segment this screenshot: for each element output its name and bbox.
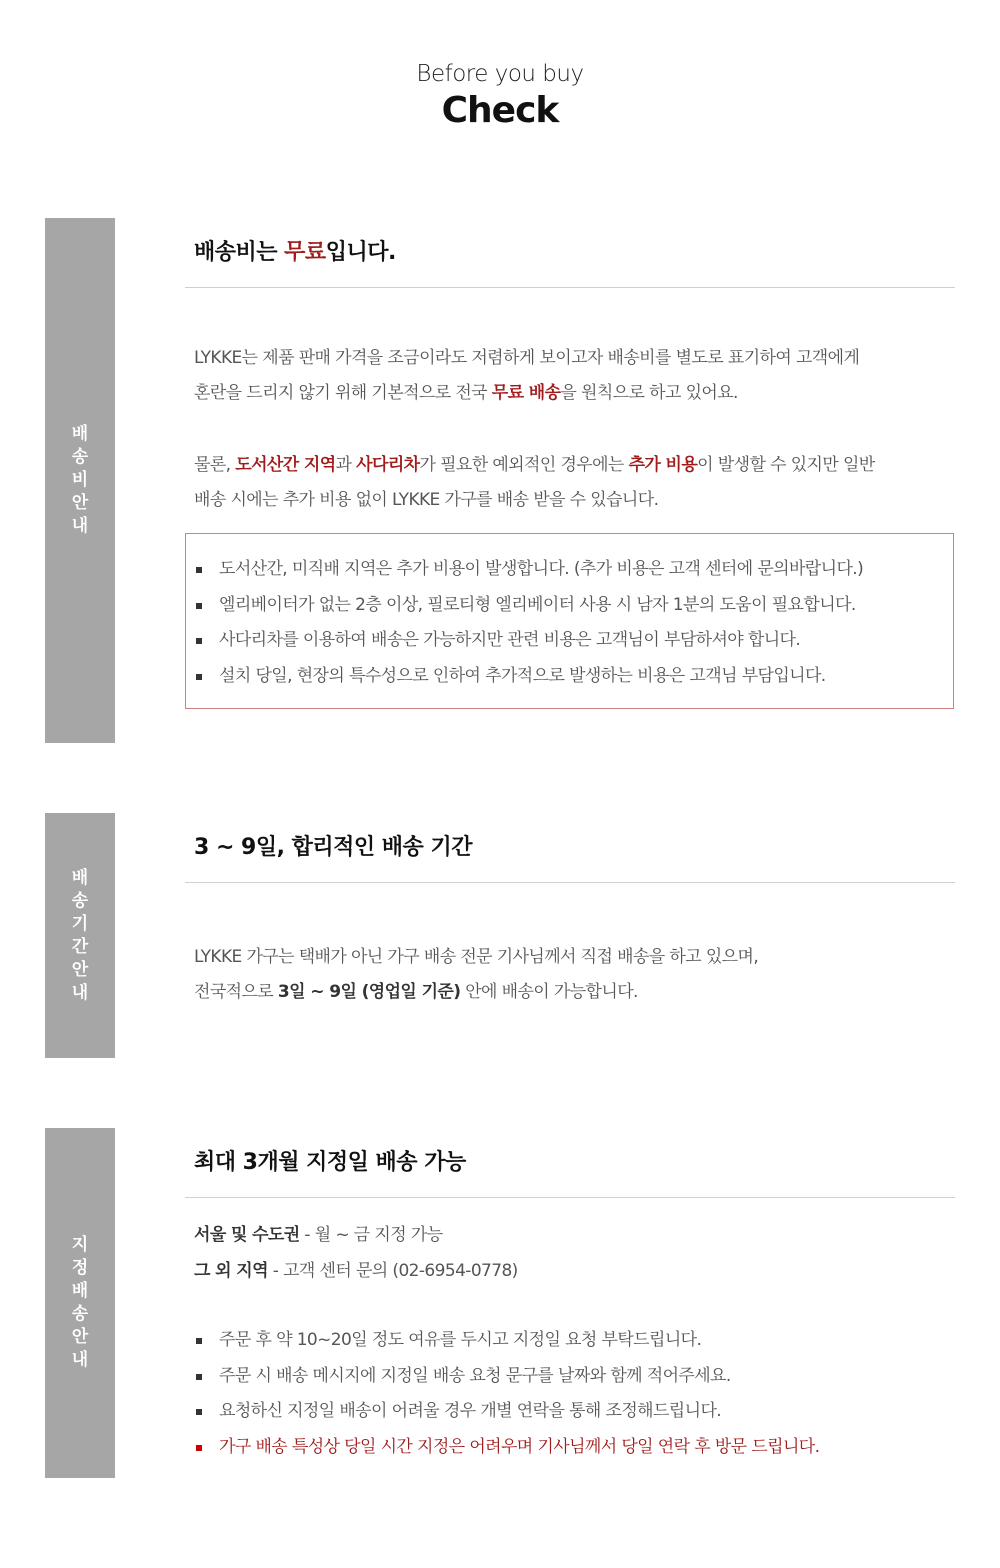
- title-text: 배송비는: [194, 240, 285, 265]
- header-subtitle: Before you buy: [416, 61, 584, 87]
- text-run: 안에 배송이 가능합니다.: [460, 982, 638, 1002]
- period-highlight: 3일 ~ 9일 (영업일 기준): [277, 982, 461, 1002]
- side-label-text: 지정배송 안내: [71, 1235, 89, 1370]
- title-text-end: 입니다.: [325, 240, 396, 265]
- list-item: [186, 1359, 819, 1395]
- list-item: [186, 659, 953, 695]
- text-run: 이 발생할 수 있지만 일반: [697, 455, 875, 475]
- shipping-fee-section: [0, 218, 1000, 743]
- list-item: [186, 588, 953, 624]
- bullet-square-icon: [196, 603, 202, 609]
- list-item-warning: [186, 1430, 819, 1466]
- bullet-square-icon: [196, 674, 202, 680]
- region-value: - 월 ~ 금 지정 가능: [299, 1225, 443, 1245]
- shipping-fee-exceptions: [194, 448, 954, 518]
- side-label-text: 배송기간 안내: [71, 867, 89, 1003]
- paragraph-line: LYKKE는 제품 판매 가격을 조금이라도 저렴하게 보이고자 배송비를 별도로 표기하여 고객에게: [194, 348, 860, 368]
- header-title: Check: [441, 90, 559, 131]
- extra-cost-highlight: 추가 비용: [628, 455, 698, 475]
- side-label-shipping-fee: [45, 218, 115, 743]
- bullet-square-icon: [196, 1409, 202, 1415]
- region-row-seoul: [194, 1217, 518, 1253]
- paragraph-line: [194, 376, 954, 411]
- bullet-square-icon: [196, 638, 202, 644]
- region-schedule-info: [194, 1217, 518, 1289]
- section-divider: [185, 287, 955, 288]
- section-title: [194, 238, 396, 268]
- remote-area-highlight: 도서산간 지역: [235, 455, 336, 475]
- page-header: [0, 58, 1000, 132]
- paragraph-line: [194, 975, 954, 1010]
- list-item: [186, 1323, 819, 1359]
- section-title: 3 ~ 9일, 합리적인 배송 기간: [194, 835, 472, 860]
- bullet-square-icon: [196, 1445, 202, 1451]
- section-divider: [185, 882, 955, 883]
- region-value: - 고객 센터 문의 (02-6954-0778): [267, 1261, 518, 1281]
- paragraph-line: LYKKE 가구는 택배가 아닌 가구 배송 전문 기사님께서 직접 배송을 하고 있으며,: [194, 947, 759, 967]
- text-run: 혼란을 드리지 않기 위해 기본적으로 전국: [194, 383, 492, 403]
- list-item: [186, 623, 953, 659]
- delivery-period-description: [194, 940, 954, 1010]
- region-name: 그 외 지역: [194, 1261, 268, 1281]
- region-row-other: [194, 1253, 518, 1289]
- list-item: [186, 1394, 819, 1430]
- free-shipping-highlight: 무료 배송: [491, 383, 561, 403]
- text-run: 과: [335, 455, 357, 475]
- notice-list: [186, 552, 953, 694]
- ladder-truck-highlight: 사다리차: [356, 455, 420, 475]
- side-label-scheduled-delivery: [45, 1128, 115, 1478]
- section-divider: [185, 1197, 955, 1198]
- list-item-text: 주문 후 약 10~20일 정도 여유를 두시고 지정일 요청 부탁드립니다.: [219, 1330, 702, 1350]
- section-title: 최대 3개월 지정일 배송 가능: [194, 1150, 466, 1175]
- list-item-text: 도서산간, 미직배 지역은 추가 비용이 발생합니다. (추가 비용은 고객 센터에 문의바랍니다.): [219, 559, 864, 579]
- notice-box: [185, 533, 954, 709]
- list-item-text: 가구 배송 특성상 당일 시간 지정은 어려우며 기사님께서 당일 연락 후 방문 드립니다.: [219, 1436, 820, 1457]
- paragraph-line: [194, 448, 954, 483]
- shipping-fee-description: [194, 341, 954, 411]
- text-run: 물론,: [194, 455, 236, 475]
- list-item: [186, 552, 953, 588]
- bullet-square-icon: [196, 567, 202, 573]
- bullet-square-icon: [196, 1338, 202, 1344]
- list-item-text: 사다리차를 이용하여 배송은 가능하지만 관련 비용은 고객님이 부담하셔야 합니다.: [219, 630, 801, 650]
- text-run: 가 필요한 예외적인 경우에는: [419, 455, 629, 475]
- side-label-delivery-period: [45, 813, 115, 1058]
- side-label-text: 배송비 안내: [71, 424, 89, 536]
- list-item-text: 엘리베이터가 없는 2층 이상, 필로티형 엘리베이터 사용 시 남자 1분의 도움이 필요합니다.: [219, 594, 856, 615]
- text-run: 전국적으로: [194, 982, 278, 1002]
- scheduled-delivery-notes: [186, 1323, 819, 1465]
- title-highlight: 무료: [284, 240, 326, 265]
- region-name: 서울 및 수도권: [194, 1225, 300, 1245]
- scheduled-delivery-section: [0, 1128, 1000, 1478]
- paragraph-line: 배송 시에는 추가 비용 없이 LYKKE 가구를 배송 받을 수 있습니다.: [194, 490, 659, 510]
- delivery-period-section: [0, 813, 1000, 1058]
- list-item-text: 주문 시 배송 메시지에 지정일 배송 요청 문구를 날짜와 함께 적어주세요.: [219, 1365, 731, 1386]
- list-item-text: 설치 당일, 현장의 특수성으로 인하여 추가적으로 발생하는 비용은 고객님 부담입니다.: [219, 665, 826, 686]
- text-run: 을 원칙으로 하고 있어요.: [560, 383, 738, 403]
- list-item-text: 요청하신 지정일 배송이 어려울 경우 개별 연락을 통해 조정해드립니다.: [219, 1401, 722, 1421]
- bullet-square-icon: [196, 1374, 202, 1380]
